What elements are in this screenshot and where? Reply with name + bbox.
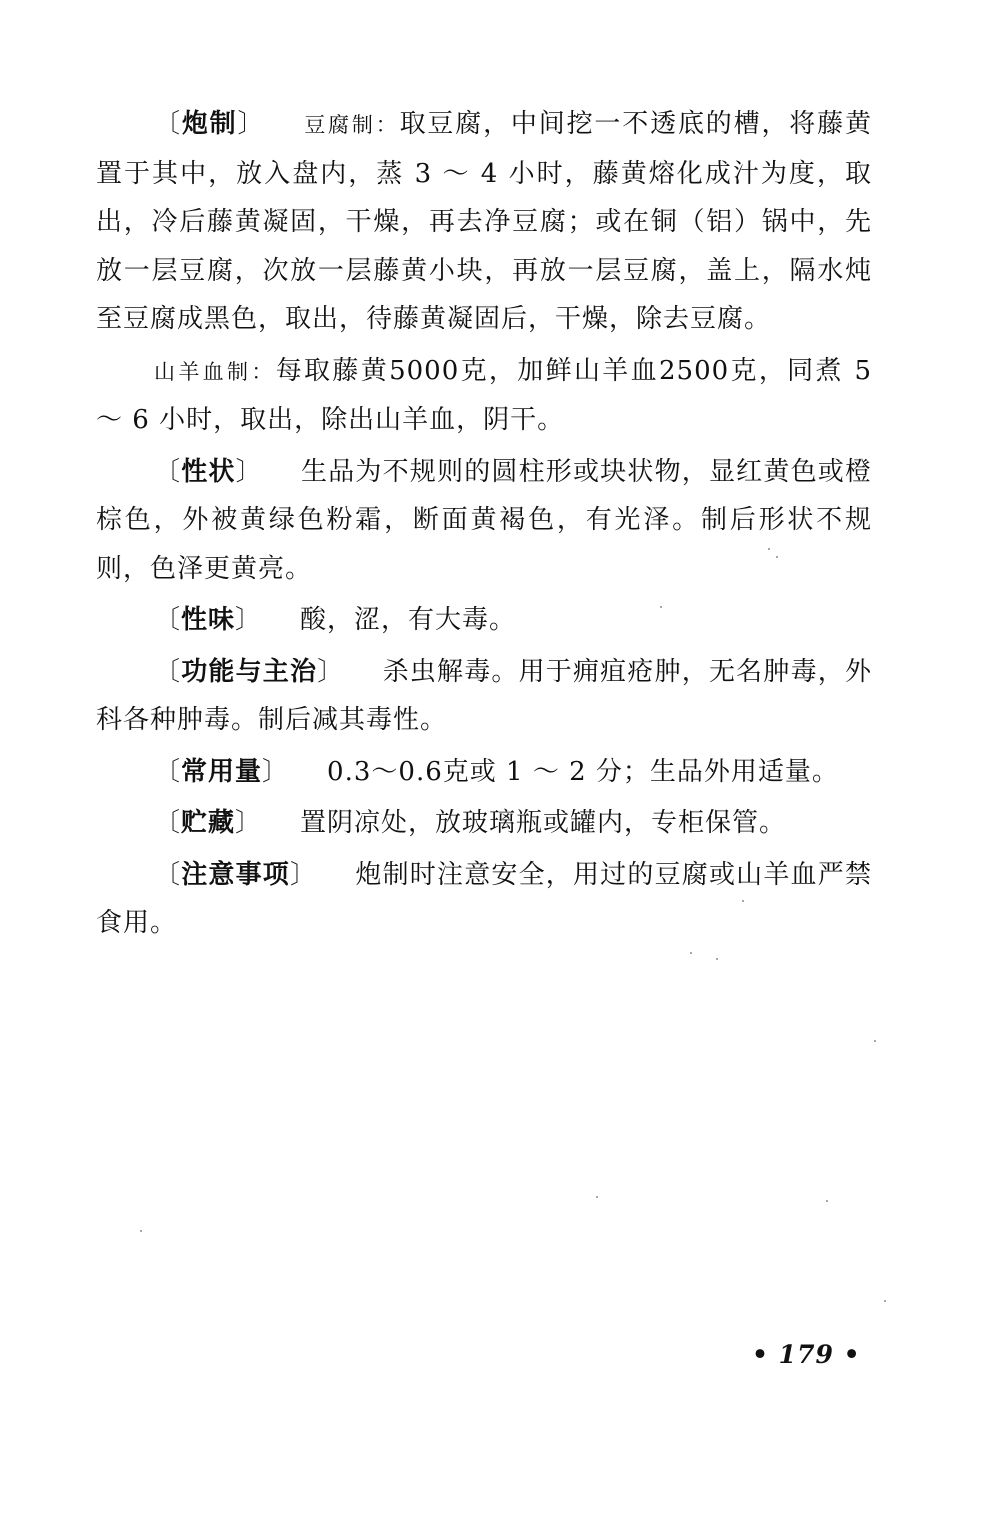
- paragraph-xingzhuang: [96, 448, 872, 594]
- paragraph-xingwei: [96, 596, 872, 645]
- bracket-close: 〕: [235, 605, 263, 635]
- paragraph-zhucang: [96, 799, 872, 848]
- heading-label: 性状: [181, 456, 236, 487]
- body-text: 生品为不规则的圆柱形或块状物，显红黄色或橙棕色，外被黄绿色粉霜，断面黄褐色，有光泽。制后形状不规则，色泽更黄亮。: [96, 456, 872, 584]
- section-heading-xingzhuang: [154, 457, 263, 487]
- paragraph-gongneng: [96, 648, 872, 745]
- body-text: 酸，涩，有大毒。: [300, 605, 517, 635]
- subheading-doufu: 豆腐制：: [303, 113, 400, 137]
- heading-label: 常用量: [181, 756, 263, 787]
- heading-label: 注意事项: [181, 859, 290, 890]
- scan-speck: [660, 606, 662, 608]
- scan-speck: [768, 548, 770, 550]
- bracket-open: 〔: [154, 456, 182, 487]
- section-heading-zhuyi: [154, 860, 317, 890]
- body-text: 每取藤黄5000克，加鲜山羊血2500克，同煮 5 ～ 6 小时，取出，除出山羊血，阴干。: [96, 355, 873, 435]
- scan-speck: [140, 1230, 142, 1232]
- paragraph-shanyangxue: [96, 347, 872, 445]
- bracket-open: 〔: [154, 808, 182, 838]
- bracket-close: 〕: [237, 109, 266, 139]
- section-heading-xingwei: [154, 605, 262, 635]
- scan-speck: [874, 1040, 876, 1042]
- body-text: 取豆腐，中间挖一不透底的槽，将藤黄置于其中，放入盘内，蒸 3 ～ 4 小时，藤黄熔化成汁为度，取出，冷后藤黄凝固，干燥，再去净豆腐；或在铜（铝）锅中，先放一层豆腐，次放一层藤黄小块，再放一层豆腐，盖上，隔水炖至豆腐成黑色，取出，待藤黄凝固后，干燥，除去豆腐。: [96, 109, 872, 334]
- body-text: 0.3～0.6克或 1 ～ 2 分；生品外用适量。: [327, 756, 839, 787]
- monograph-text: [96, 100, 872, 951]
- bracket-close: 〕: [317, 656, 345, 687]
- scan-speck: [776, 556, 778, 558]
- bracket-open: 〔: [154, 109, 182, 139]
- bracket-open: 〔: [154, 859, 182, 890]
- section-heading-gongneng: [154, 657, 344, 687]
- subheading-shanyangxue: 山羊血制：: [154, 359, 276, 384]
- page-number: • 179 •: [752, 1340, 861, 1369]
- heading-label: 性味: [181, 605, 236, 635]
- scan-speck: [884, 1300, 886, 1302]
- body-text: 杀虫解毒。用于痈疽疮肿，无名肿毒，外科各种肿毒。制后减其毒性。: [96, 656, 872, 735]
- body-text: 炮制时注意安全，用过的豆腐或山羊血严禁食用。: [96, 859, 872, 938]
- paragraph-yongliang: [96, 748, 872, 797]
- bracket-close: 〕: [262, 756, 290, 787]
- paragraph-zhuyi: [96, 851, 872, 948]
- scan-speck: [742, 900, 744, 902]
- scan-speck: [596, 1196, 598, 1198]
- heading-label: 功能与主治: [181, 656, 318, 687]
- bracket-open: 〔: [154, 605, 182, 635]
- scan-speck: [826, 1200, 828, 1202]
- section-heading-yongliang: [154, 757, 289, 787]
- bracket-open: 〔: [154, 756, 182, 787]
- bracket-close: 〕: [235, 808, 263, 838]
- body-text: 置阴凉处，放玻璃瓶或罐内，专柜保管。: [300, 808, 787, 838]
- paragraph-paozhi: [96, 100, 872, 344]
- section-heading-paozhi: [154, 109, 265, 139]
- heading-label: 贮藏: [181, 808, 236, 838]
- scan-speck: [690, 952, 692, 954]
- scan-speck: [716, 958, 718, 960]
- bracket-close: 〕: [290, 859, 318, 890]
- bracket-open: 〔: [154, 656, 182, 687]
- section-heading-zhucang: [154, 808, 262, 838]
- heading-label: 炮制: [181, 109, 238, 139]
- bracket-close: 〕: [235, 456, 263, 487]
